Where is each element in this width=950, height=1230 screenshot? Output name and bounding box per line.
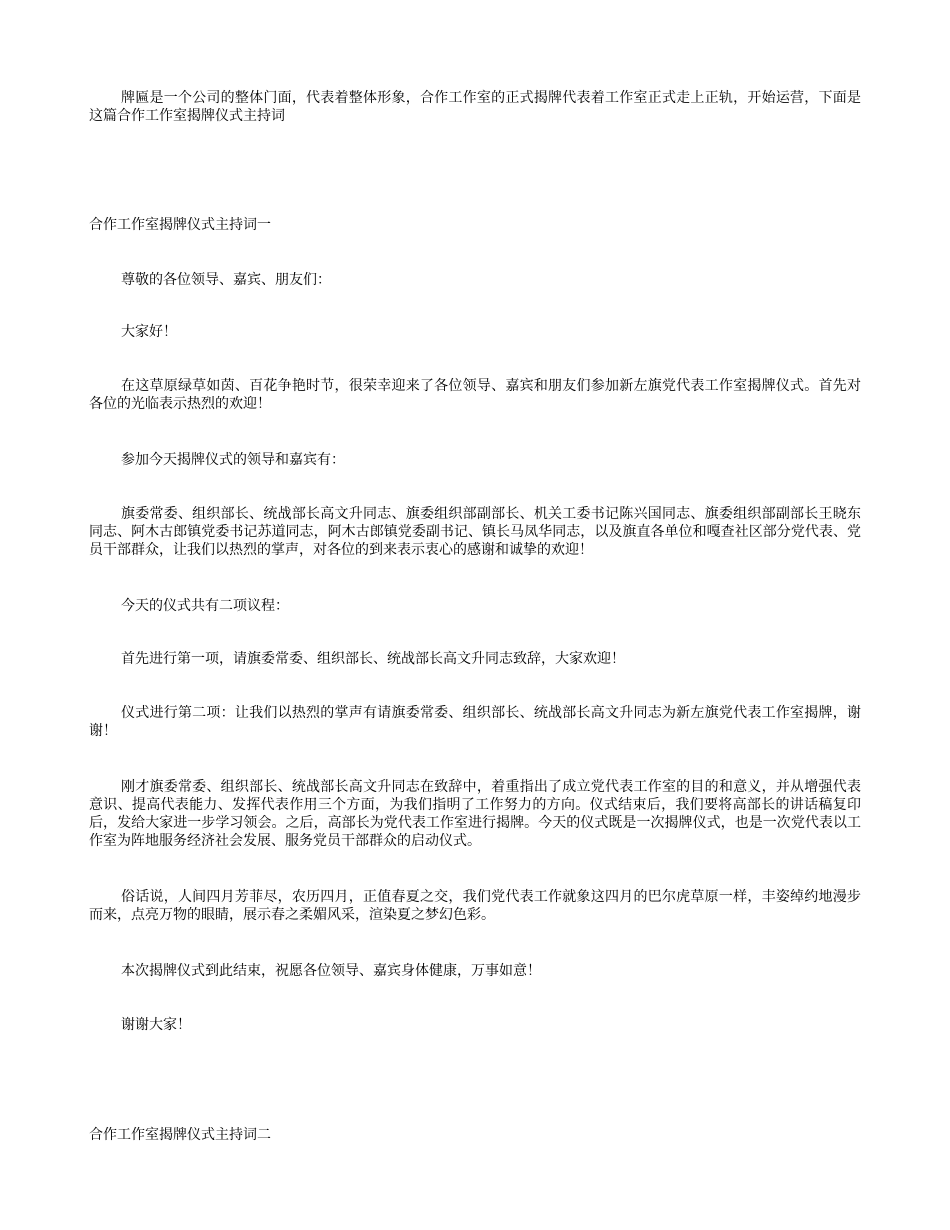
paragraph-closing: 本次揭牌仪式到此结束，祝愿各位领导、嘉宾身体健康，万事如意！ [121, 963, 541, 979]
paragraph-summary: 刚才旗委常委、组织部长、统战部长高文升同志在致辞中，着重指出了成立党代表工作室的目的和意义，并从增强代表意识、提高代表能力、发挥代表作用三个方面，为我们指明了工作努力的方向。仪式结束后，我们要将高部长的讲话稿复印后，发给大家进一步学习领会。之后，高部长为党代表工作室进行揭牌。今天的仪式既是一次揭牌仪式，也是一次党代表以工作室为阵地服务经济社会发展、服务党员干部群众的启动仪式。 [89, 779, 861, 849]
section2-title: 合作工作室揭牌仪式主持词二 [89, 1127, 271, 1143]
paragraph-agenda: 今天的仪式共有二项议程： [121, 598, 289, 614]
paragraph-agenda-item-1: 首先进行第一项，请旗委常委、组织部长、统战部长高文升同志致辞，大家欢迎！ [121, 651, 625, 667]
section1-title: 合作工作室揭牌仪式主持词一 [89, 217, 271, 233]
paragraph-saying: 俗话说，人间四月芳菲尽，农历四月，正值春夏之交，我们党代表工作就象这四月的巴尔虎草原一样，丰姿绰约地漫步而来，点亮万物的眼睛，展示春之柔媚风采，渲染夏之梦幻色彩。 [89, 889, 861, 923]
paragraph-thanks: 谢谢大家！ [121, 1017, 191, 1033]
paragraph-welcome: 在这草原绿草如茵、百花争艳时节，很荣幸迎来了各位领导、嘉宾和朋友们参加新左旗党代表工作室揭牌仪式。首先对各位的光临表示热烈的欢迎！ [89, 378, 861, 412]
paragraph-agenda-item-2: 仪式进行第二项：让我们以热烈的掌声有请旗委常委、组织部长、统战部长高文升同志为新左旗党代表工作室揭牌，谢谢！ [89, 705, 861, 739]
paragraph-guests-intro: 参加今天揭牌仪式的领导和嘉宾有： [121, 452, 345, 468]
paragraph-guests-list: 旗委常委、组织部长、统战部长高文升同志、旗委组织部副部长、机关工委书记陈兴国同志、旗委组织部副部长王晓东同志、阿木古郎镇党委书记苏道同志，阿木古郎镇党委副书记、镇长马凤华同志，以及旗直各单位和嘎查社区部分党代表、党员干部群众，让我们以热烈的掌声，对各位的到来表示衷心的感谢和诚挚的欢迎！ [89, 506, 861, 558]
paragraph-greeting: 尊敬的各位领导、嘉宾、朋友们： [121, 272, 331, 288]
intro-paragraph: 牌匾是一个公司的整体门面，代表着整体形象，合作工作室的正式揭牌代表着工作室正式走上正轨，开始运营，下面是这篇合作工作室揭牌仪式主持词 [89, 90, 861, 124]
paragraph-hello: 大家好！ [121, 324, 177, 340]
